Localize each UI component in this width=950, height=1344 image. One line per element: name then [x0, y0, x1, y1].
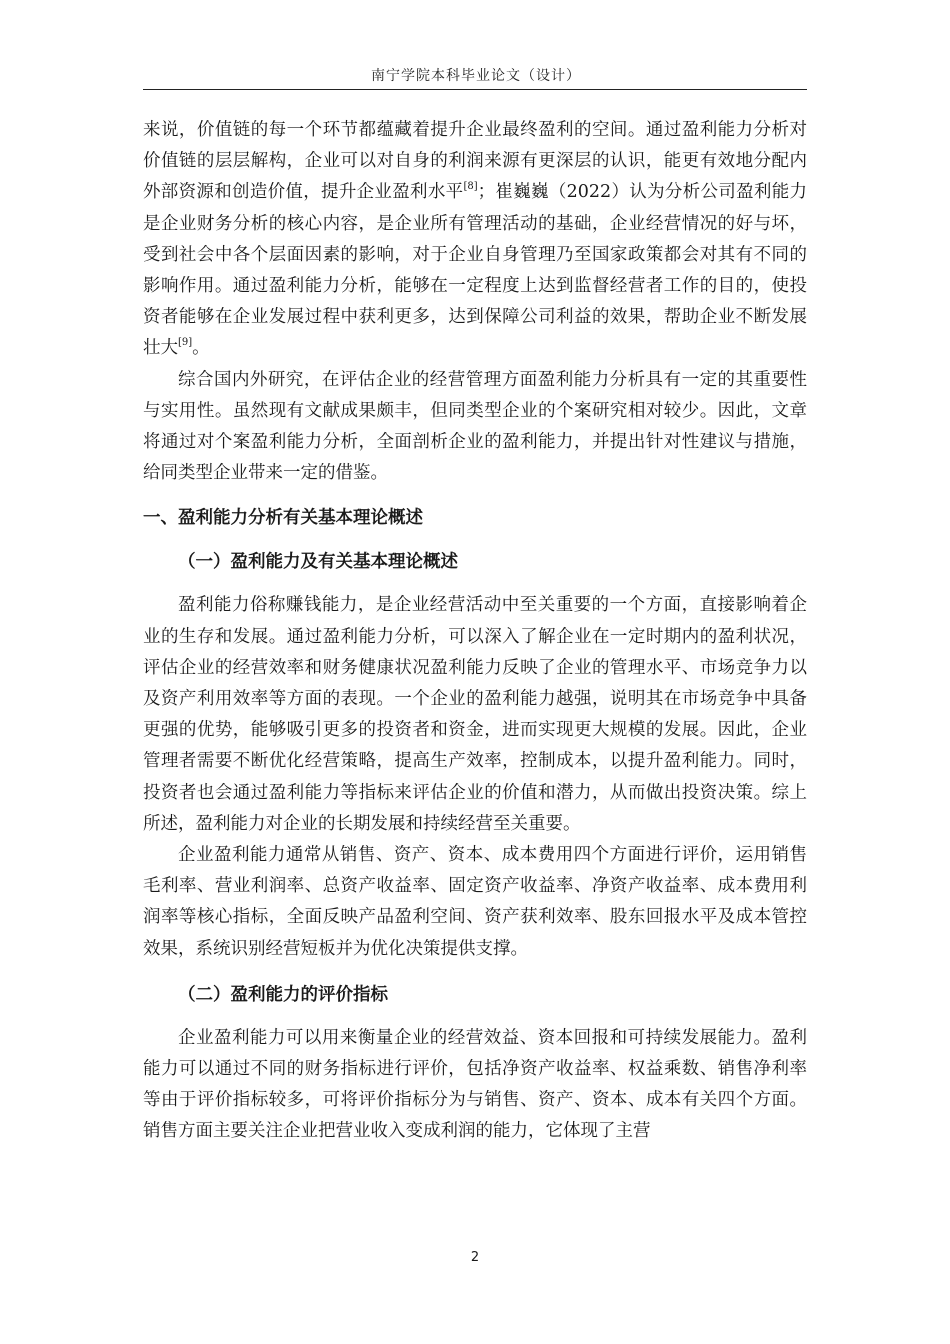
paragraph-evaluation-dimensions: 企业盈利能力通常从销售、资产、资本、成本费用四个方面进行评价，运用销售毛利率、营业利润率、总资产收益率、固定资产收益率、净资产收益率、成本费用利润率等核心指标，全面反映产品盈利空间、资产获利效率、股东回报水平及成本管控效果，系统识别经营短板并为优化决策提供支撑。 — [143, 845, 807, 959]
page-number: 2 — [470, 1250, 480, 1265]
paragraph-literature-summary: 综合国内外研究，在评估企业的经营管理方面盈利能力分析具有一定的其重要性与实用性。虽然现有文献成果颇丰，但同类型企业的个案研究相对较少。因此，文章将通过对个案盈利能力分析，全面剖析企业的盈利能力，并提出针对性建议与措施，给同类型企业带来一定的借鉴。 — [143, 369, 807, 484]
paragraph-text: 。 — [192, 338, 210, 359]
paragraph-text: 来说，价值链的每一个环节都蕴藏着提升企业最终盈利的空间。通过盈利能力分析对价值链的层层解构，企业可以对自身的利润来源有更深层的认识，能更有效地分配内外部资源和创造价值，提升企业盈利水平 — [143, 120, 807, 203]
citation-reference: [9] — [178, 337, 193, 349]
citation-reference: [8] — [463, 181, 478, 193]
header-divider — [143, 89, 807, 90]
paragraph-evaluation-indicators: 企业盈利能力可以用来衡量企业的经营效益、资本回报和可持续发展能力。盈利能力可以通过不同的财务指标进行评价，包括净资产收益率、权益乘数、销售净利率等由于评价指标较多，可将评价指标分为与销售、资产、资本、成本有关四个方面。销售方面主要关注企业把营业收入变成利润的能力，它体现了主营 — [143, 1027, 807, 1142]
subsection-heading: （二）盈利能力的评价指标 — [178, 984, 388, 1005]
paragraph-profitability-definition: 盈利能力俗称赚钱能力，是企业经营活动中至关重要的一个方面，直接影响着企业的生存和发展。通过盈利能力分析，可以深入了解企业在一定时期内的盈利状况，评估企业的经营效率和财务健康状况盈利能力反映了企业的管理水平、市场竞争力以及资产利用效率等方面的表现。一个企业的盈利能力越强，说明其在市场竞争中具备更强的优势，能够吸引更多的投资者和资金，进而实现更大规模的发展。因此，企业管理者需要不断优化经营策略，提高生产效率，控制成本，以提升盈利能力。同时，投资者也会通过盈利能力等指标来评估企业的价值和潜力，从而做出投资决策。综上所述，盈利能力对企业的长期发展和持续经营至关重要。 — [143, 595, 807, 834]
subsection-heading: （一）盈利能力及有关基本理论概述 — [178, 552, 458, 573]
document-body — [143, 115, 807, 1148]
section-heading: 一、盈利能力分析有关基本理论概述 — [143, 508, 423, 529]
page-header-title: 南宁学院本科毕业论文（设计） — [371, 68, 581, 84]
paragraph-value-chain — [143, 115, 807, 365]
paragraph-text: ；崔巍巍（2022）认为分析公司盈利能力是企业财务分析的核心内容，是企业所有管理活动的基础，企业经营情况的好与坏，受到社会中各个层面因素的影响，对于企业自身管理乃至国家政策都会对其有不同的影响作用。通过盈利能力分析，能够在一定程度上达到监督经营者工作的目的，使投资者能够在企业发展过程中获利更多，达到保障公司利益的效果，帮助企业不断发展壮大 — [143, 182, 807, 359]
